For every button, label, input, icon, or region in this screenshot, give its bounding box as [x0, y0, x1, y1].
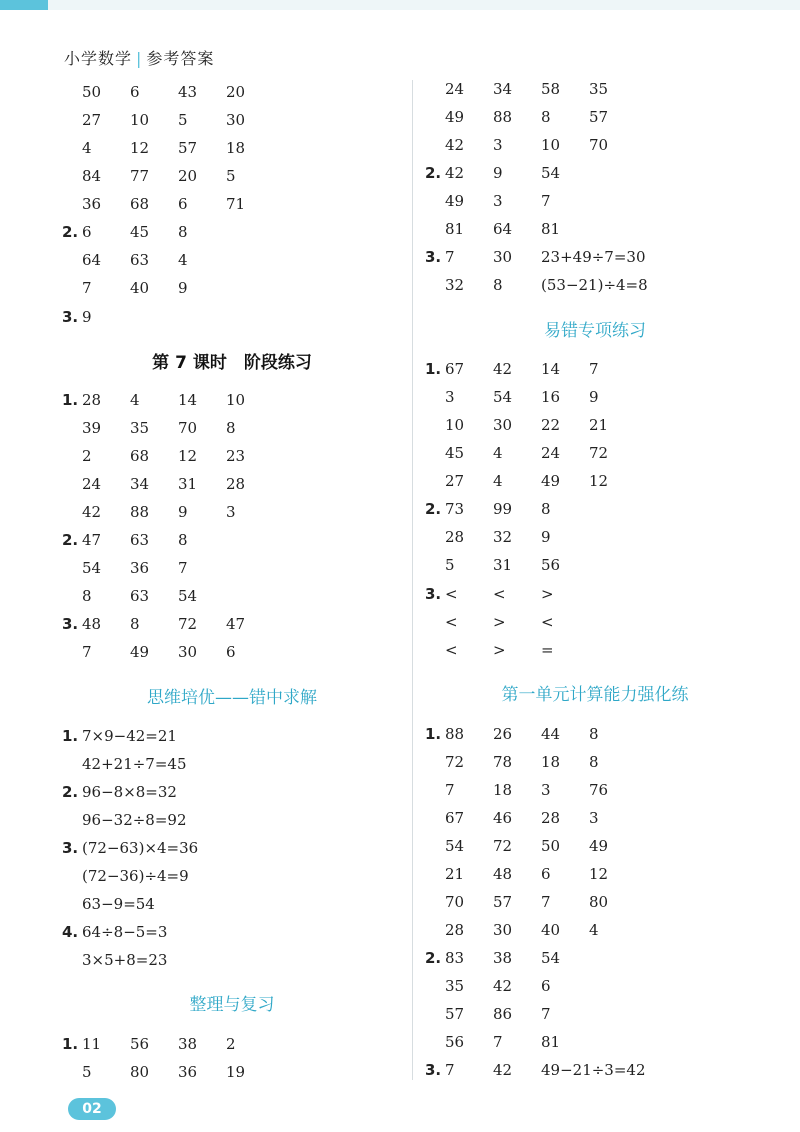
- answer-cell: 38: [178, 1035, 198, 1053]
- answer-cell: =: [541, 641, 554, 659]
- answer-row: [425, 582, 765, 606]
- answer-cell: 30: [178, 643, 198, 661]
- answer-cell: 28: [82, 391, 102, 409]
- answer-cell: 48: [82, 615, 102, 633]
- section-heading: 思维培优——错中求解: [147, 688, 317, 708]
- answer-cell: 3: [493, 136, 503, 154]
- answer-cell: 50: [82, 83, 102, 101]
- answer-cell: 5: [226, 167, 236, 185]
- answer-row: [425, 1058, 765, 1082]
- answer-cell: 63: [130, 251, 150, 269]
- answer-row: [62, 192, 402, 216]
- answer-expression: 64÷8−5=3: [82, 923, 168, 941]
- answer-cell: 23+49÷7=30: [541, 248, 646, 266]
- answer-cell: 67: [445, 360, 465, 378]
- answer-cell: 36: [130, 559, 150, 577]
- answer-cell: 24: [445, 80, 465, 98]
- answer-cell: 18: [541, 753, 561, 771]
- answer-cell: 10: [226, 391, 246, 409]
- answer-cell: 84: [82, 167, 102, 185]
- answer-expression: 96−32÷8=92: [82, 811, 187, 829]
- answer-cell: 49: [130, 643, 150, 661]
- answer-cell: 5: [178, 111, 188, 129]
- answer-cell: 40: [130, 279, 150, 297]
- left-column: [62, 0, 422, 1132]
- answer-cell: 36: [82, 195, 102, 213]
- answer-cell: 76: [589, 781, 609, 799]
- answer-cell: 8: [589, 753, 599, 771]
- answer-cell: 2: [82, 447, 92, 465]
- answer-row: [62, 472, 402, 496]
- answer-expression: 3×5+8=23: [82, 951, 168, 969]
- answer-cell: 81: [541, 1033, 561, 1051]
- answer-row: [62, 276, 402, 300]
- answer-row: [425, 441, 765, 465]
- answer-cell: 57: [445, 1005, 465, 1023]
- question-number: 2.: [425, 164, 442, 182]
- answer-cell: 24: [541, 444, 561, 462]
- answer-cell: 54: [541, 949, 561, 967]
- answer-row: [62, 528, 402, 552]
- answer-cell: 56: [541, 556, 561, 574]
- answer-cell: 5: [445, 556, 455, 574]
- question-number: 1.: [62, 1035, 79, 1053]
- answer-cell: 72: [493, 837, 513, 855]
- answer-cell: 6: [130, 83, 140, 101]
- answer-cell: 35: [445, 977, 465, 995]
- answer-cell: 3: [541, 781, 551, 799]
- section-label: 参考答案: [146, 49, 215, 68]
- answer-row: [425, 890, 765, 914]
- answer-cell: 3: [226, 503, 236, 521]
- answer-cell: 54: [82, 559, 102, 577]
- answer-cell: 9: [82, 308, 92, 326]
- answer-cell: 78: [493, 753, 513, 771]
- answer-cell: 27: [445, 472, 465, 490]
- top-accent-block: [0, 0, 48, 10]
- answer-cell: 8: [82, 587, 92, 605]
- answer-cell: 34: [130, 475, 150, 493]
- answer-cell: 7: [541, 1005, 551, 1023]
- answer-row: [62, 444, 402, 468]
- answer-cell: 88: [445, 725, 465, 743]
- answer-cell: 72: [445, 753, 465, 771]
- answer-row: [425, 862, 765, 886]
- answer-row: [425, 525, 765, 549]
- answer-cell: 8: [130, 615, 140, 633]
- answer-cell: 35: [589, 80, 609, 98]
- answer-cell: >: [493, 613, 506, 631]
- answer-cell: 64: [493, 220, 513, 238]
- answer-cell: 45: [130, 223, 150, 241]
- answer-expression: 96−8×8=32: [82, 783, 177, 801]
- answer-cell: 18: [226, 139, 246, 157]
- answer-cell: 88: [493, 108, 513, 126]
- answer-cell: 80: [589, 893, 609, 911]
- answer-row: [425, 806, 765, 830]
- answer-cell: 4: [493, 444, 503, 462]
- answer-row: [62, 892, 402, 916]
- answer-cell: 42: [493, 977, 513, 995]
- answer-cell: 7: [445, 781, 455, 799]
- answer-cell: 7: [445, 248, 455, 266]
- answer-cell: 57: [493, 893, 513, 911]
- answer-cell: 57: [589, 108, 609, 126]
- answer-cell: 7: [82, 279, 92, 297]
- answer-row: [425, 750, 765, 774]
- section-heading: 第 7 课时 阶段练习: [152, 353, 312, 373]
- answer-cell: 6: [226, 643, 236, 661]
- answer-cell: 9: [178, 503, 188, 521]
- answer-row: [62, 864, 402, 888]
- answer-row: [425, 77, 765, 101]
- answer-cell: 47: [82, 531, 102, 549]
- answer-expression: 42+21÷7=45: [82, 755, 187, 773]
- answer-cell: 26: [493, 725, 513, 743]
- answer-cell: 7: [178, 559, 188, 577]
- answer-row: [62, 388, 402, 412]
- answer-row: [425, 385, 765, 409]
- answer-cell: 3: [589, 809, 599, 827]
- answer-row: [425, 469, 765, 493]
- answer-row: [62, 108, 402, 132]
- answer-row: [425, 974, 765, 998]
- answer-row: [62, 220, 402, 244]
- answer-expression: 63−9=54: [82, 895, 155, 913]
- answer-cell: 10: [445, 416, 465, 434]
- answer-row: [62, 780, 402, 804]
- answer-cell: 80: [130, 1063, 150, 1081]
- answer-cell: 7: [589, 360, 599, 378]
- answer-cell: 7: [541, 192, 551, 210]
- question-number: 2.: [62, 223, 79, 241]
- answer-cell: 67: [445, 809, 465, 827]
- answer-cell: 31: [493, 556, 513, 574]
- answer-cell: 6: [541, 865, 551, 883]
- answer-cell: <: [493, 585, 506, 603]
- answer-cell: 10: [541, 136, 561, 154]
- answer-cell: 35: [130, 419, 150, 437]
- section-heading: 易错专项练习: [544, 321, 646, 341]
- answer-cell: 8: [589, 725, 599, 743]
- question-number: 2.: [425, 949, 442, 967]
- answer-cell: >: [541, 585, 554, 603]
- answer-cell: 19: [226, 1063, 246, 1081]
- answer-row: [62, 948, 402, 972]
- answer-cell: >: [493, 641, 506, 659]
- answer-cell: 9: [178, 279, 188, 297]
- answer-row: [425, 497, 765, 521]
- answer-row: [425, 1030, 765, 1054]
- answer-cell: 4: [82, 139, 92, 157]
- right-column: [425, 0, 785, 1132]
- answer-cell: 9: [589, 388, 599, 406]
- answer-cell: 70: [178, 419, 198, 437]
- answer-cell: 58: [541, 80, 561, 98]
- header-separator: |: [136, 49, 143, 68]
- answer-row: [62, 752, 402, 776]
- question-number: 3.: [425, 585, 442, 603]
- answer-cell: 30: [493, 416, 513, 434]
- answer-cell: 56: [445, 1033, 465, 1051]
- answer-cell: 4: [493, 472, 503, 490]
- answer-row: [62, 80, 402, 104]
- answer-row: [425, 722, 765, 746]
- answer-cell: 46: [493, 809, 513, 827]
- question-number: 3.: [62, 615, 79, 633]
- answer-cell: 30: [493, 248, 513, 266]
- answer-row: [62, 248, 402, 272]
- answer-cell: 20: [226, 83, 246, 101]
- answer-cell: 40: [541, 921, 561, 939]
- answer-cell: 49: [445, 192, 465, 210]
- answer-cell: 21: [445, 865, 465, 883]
- answer-cell: 30: [493, 921, 513, 939]
- answer-cell: 4: [589, 921, 599, 939]
- answer-row: [62, 1060, 402, 1084]
- answer-cell: 71: [226, 195, 246, 213]
- answer-cell: 28: [226, 475, 246, 493]
- answer-cell: (53−21)÷4=8: [541, 276, 648, 294]
- answer-cell: 9: [493, 164, 503, 182]
- answer-row: [62, 584, 402, 608]
- answer-cell: 7: [445, 1061, 455, 1079]
- answer-row: [425, 273, 765, 297]
- answer-cell: 28: [541, 809, 561, 827]
- answer-cell: 38: [493, 949, 513, 967]
- answer-row: [62, 836, 402, 860]
- answer-cell: 44: [541, 725, 561, 743]
- question-number: 3.: [425, 248, 442, 266]
- answer-row: [425, 413, 765, 437]
- answer-cell: 28: [445, 921, 465, 939]
- answer-row: [62, 556, 402, 580]
- answer-cell: 8: [493, 276, 503, 294]
- answer-cell: 20: [178, 167, 198, 185]
- answer-row: [425, 133, 765, 157]
- answer-row: [425, 610, 765, 634]
- answer-row: [62, 136, 402, 160]
- answer-cell: 12: [589, 865, 609, 883]
- answer-row: [425, 553, 765, 577]
- answer-cell: 49: [445, 108, 465, 126]
- answer-cell: 68: [130, 447, 150, 465]
- answer-cell: 47: [226, 615, 246, 633]
- answer-cell: 31: [178, 475, 198, 493]
- answer-cell: 14: [178, 391, 198, 409]
- answer-cell: 12: [130, 139, 150, 157]
- answer-cell: 30: [226, 111, 246, 129]
- question-number: 3.: [62, 308, 79, 326]
- answer-cell: <: [541, 613, 554, 631]
- answer-expression: (72−36)÷4=9: [82, 867, 189, 885]
- answer-cell: 70: [589, 136, 609, 154]
- answer-cell: 6: [541, 977, 551, 995]
- answer-cell: 50: [541, 837, 561, 855]
- answer-cell: 48: [493, 865, 513, 883]
- answer-cell: 83: [445, 949, 465, 967]
- answer-cell: 43: [178, 83, 198, 101]
- answer-cell: 10: [130, 111, 150, 129]
- answer-cell: 54: [541, 164, 561, 182]
- answer-row: [62, 1032, 402, 1056]
- answer-cell: 4: [178, 251, 188, 269]
- answer-cell: 8: [226, 419, 236, 437]
- answer-cell: 42: [445, 164, 465, 182]
- answer-cell: 8: [541, 500, 551, 518]
- answer-row: [62, 500, 402, 524]
- answer-cell: 36: [178, 1063, 198, 1081]
- answer-cell: 18: [493, 781, 513, 799]
- answer-cell: 42: [82, 503, 102, 521]
- answer-cell: 68: [130, 195, 150, 213]
- answer-cell: 45: [445, 444, 465, 462]
- answer-cell: <: [445, 613, 458, 631]
- answer-cell: 42: [493, 360, 513, 378]
- page-number-badge: 02: [68, 1098, 116, 1120]
- question-number: 3.: [425, 1061, 442, 1079]
- answer-cell: 12: [589, 472, 609, 490]
- answer-cell: 42: [493, 1061, 513, 1079]
- answer-cell: 4: [130, 391, 140, 409]
- answer-row: [425, 946, 765, 970]
- answer-cell: 49: [589, 837, 609, 855]
- question-number: 1.: [425, 725, 442, 743]
- answer-row: [62, 164, 402, 188]
- answer-cell: 70: [445, 893, 465, 911]
- question-number: 1.: [425, 360, 442, 378]
- answer-cell: 7: [541, 893, 551, 911]
- answer-expression: (72−63)×4=36: [82, 839, 199, 857]
- answer-cell: <: [445, 641, 458, 659]
- answer-cell: 88: [130, 503, 150, 521]
- answer-cell: 8: [178, 531, 188, 549]
- book-title: 小学数学: [64, 49, 133, 68]
- answer-row: [425, 161, 765, 185]
- answer-row: [425, 217, 765, 241]
- answer-row: [62, 416, 402, 440]
- answer-row: [425, 834, 765, 858]
- answer-cell: 11: [82, 1035, 102, 1053]
- question-number: 3.: [62, 839, 79, 857]
- answer-cell: 8: [541, 108, 551, 126]
- answer-cell: 6: [82, 223, 92, 241]
- question-number: 4.: [62, 923, 79, 941]
- answer-cell: 39: [82, 419, 102, 437]
- answer-cell: 57: [178, 139, 198, 157]
- answer-cell: 72: [589, 444, 609, 462]
- answer-cell: 54: [178, 587, 198, 605]
- answer-cell: 49: [541, 472, 561, 490]
- answer-cell: 63: [130, 531, 150, 549]
- answer-cell: 24: [82, 475, 102, 493]
- answer-cell: 7: [82, 643, 92, 661]
- answer-cell: 8: [178, 223, 188, 241]
- answer-cell: 56: [130, 1035, 150, 1053]
- answer-cell: 42: [445, 136, 465, 154]
- answer-cell: 9: [541, 528, 551, 546]
- question-number: 2.: [62, 783, 79, 801]
- answer-row: [62, 612, 402, 636]
- answer-row: [425, 189, 765, 213]
- answer-cell: 3: [445, 388, 455, 406]
- answer-cell: 27: [82, 111, 102, 129]
- answer-row: [62, 305, 402, 329]
- answer-row: [425, 105, 765, 129]
- answer-cell: 12: [178, 447, 198, 465]
- answer-row: [425, 918, 765, 942]
- answer-cell: 28: [445, 528, 465, 546]
- answer-cell: 34: [493, 80, 513, 98]
- answer-cell: 54: [493, 388, 513, 406]
- answer-cell: 2: [226, 1035, 236, 1053]
- answer-cell: 81: [541, 220, 561, 238]
- answer-cell: 32: [493, 528, 513, 546]
- answer-cell: 49−21÷3=42: [541, 1061, 646, 1079]
- answer-row: [425, 778, 765, 802]
- answer-cell: 64: [82, 251, 102, 269]
- question-number: 2.: [62, 531, 79, 549]
- answer-cell: 3: [493, 192, 503, 210]
- answer-cell: <: [445, 585, 458, 603]
- answer-cell: 81: [445, 220, 465, 238]
- answer-cell: 63: [130, 587, 150, 605]
- question-number: 1.: [62, 727, 79, 745]
- answer-expression: 7×9−42=21: [82, 727, 177, 745]
- answer-cell: 22: [541, 416, 561, 434]
- answer-row: [425, 357, 765, 381]
- answer-row: [425, 1002, 765, 1026]
- answer-cell: 21: [589, 416, 609, 434]
- answer-row: [62, 808, 402, 832]
- answer-row: [62, 724, 402, 748]
- answer-cell: 7: [493, 1033, 503, 1051]
- answer-row: [425, 638, 765, 662]
- section-heading: 整理与复习: [189, 995, 275, 1015]
- answer-cell: 16: [541, 388, 561, 406]
- answer-cell: 14: [541, 360, 561, 378]
- answer-cell: 73: [445, 500, 465, 518]
- answer-cell: 54: [445, 837, 465, 855]
- answer-cell: 6: [178, 195, 188, 213]
- section-heading: 第一单元计算能力强化练: [501, 685, 689, 705]
- answer-cell: 86: [493, 1005, 513, 1023]
- answer-row: [62, 920, 402, 944]
- question-number: 1.: [62, 391, 79, 409]
- answer-cell: 23: [226, 447, 246, 465]
- question-number: 2.: [425, 500, 442, 518]
- answer-cell: 99: [493, 500, 513, 518]
- answer-cell: 32: [445, 276, 465, 294]
- answer-cell: 72: [178, 615, 198, 633]
- answer-row: [425, 245, 765, 269]
- answer-cell: 5: [82, 1063, 92, 1081]
- answer-cell: 77: [130, 167, 150, 185]
- answer-row: [62, 640, 402, 664]
